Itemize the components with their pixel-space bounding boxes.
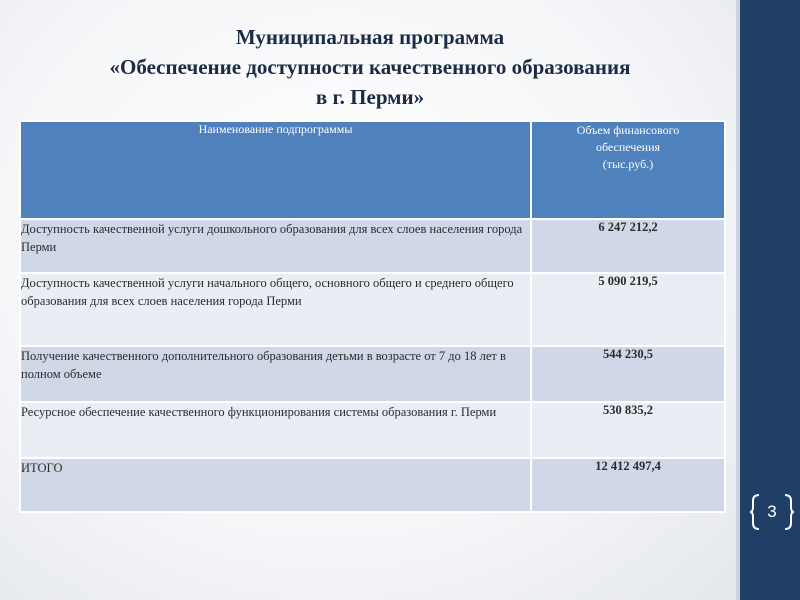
table-row — [20, 346, 725, 402]
page-number: 3 — [767, 502, 777, 521]
subprogram-amount: 530 835,2 — [531, 402, 725, 458]
subprogram-name: Получение качественного дополнительного образования детьми в возрасте от 7 до 18 лет в полном объеме — [20, 346, 531, 402]
table-row — [20, 273, 725, 346]
subprogram-name: Доступность качественной услуги дошкольного образования для всех слоев населения города Перми — [20, 219, 531, 273]
total-row — [20, 458, 725, 512]
subprogram-amount: 544 230,5 — [531, 346, 725, 402]
subprogram-amount: 5 090 219,5 — [531, 273, 725, 346]
title-line-1: Муниципальная программа — [235, 25, 505, 49]
subprogram-name: Ресурсное обеспечение качественного функционирования системы образования г. Перми — [20, 402, 531, 458]
header-amount-line-2: обеспечения — [595, 140, 661, 154]
table-header-row — [20, 121, 725, 219]
header-subprogram-name: Наименование подпрограммы — [20, 121, 531, 219]
title-line-3: в г. Перми» — [315, 85, 425, 109]
program-table — [19, 120, 726, 513]
header-amount-line-1: Объем финансового — [576, 123, 680, 137]
total-amount: 12 412 497,4 — [531, 458, 725, 512]
subprogram-amount: 6 247 212,2 — [531, 219, 725, 273]
table-row — [20, 219, 725, 273]
slide-title — [20, 22, 720, 112]
title-line-2: «Обеспечение доступности качественного образования — [109, 55, 631, 79]
subprogram-name: Доступность качественной услуги начального общего, основного общего и среднего общего образования для всех слоев населения города Перми — [20, 273, 531, 346]
table-row — [20, 402, 725, 458]
header-amount-line-3: (тыс.руб.) — [602, 157, 654, 171]
total-label: ИТОГО — [20, 458, 531, 512]
header-funding-amount — [531, 121, 725, 219]
